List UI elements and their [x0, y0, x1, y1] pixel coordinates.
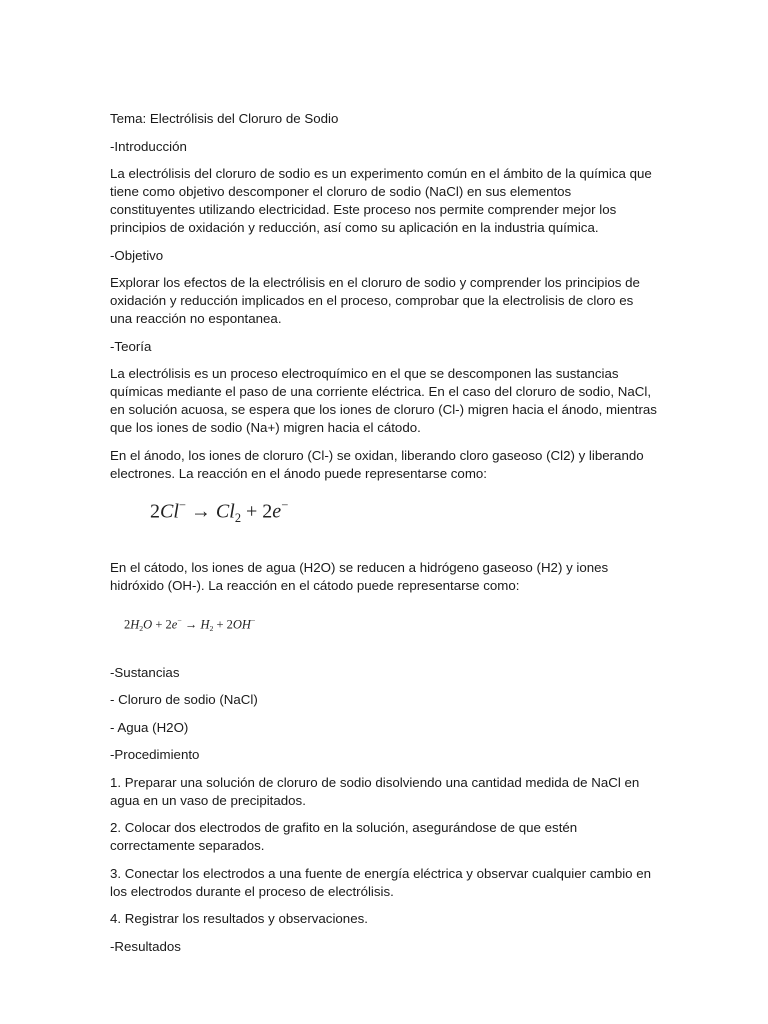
eq1-lhs-charge: −: [178, 497, 186, 512]
document-title: Tema: Electrólisis del Cloruro de Sodio: [110, 111, 339, 126]
eq2-plus-1: +: [155, 616, 163, 631]
cathode-equation: [124, 613, 658, 637]
results-heading: -Resultados: [110, 938, 181, 954]
eq2-r2-charge: −: [177, 615, 182, 625]
eq2-p2-charge: −: [250, 615, 256, 625]
eq2-p2-coef: 2: [226, 616, 233, 631]
eq2-plus-2: +: [216, 616, 224, 631]
procedure-step-4: 4. Registrar los resultados y observaciones.: [110, 911, 368, 927]
intro-paragraph: La electrólisis del cloruro de sodio es un experimento común en el ámbito de la química que tiene como objetivo descomponer el cloruro de sodio (NaCl) en sus elementos constituyentes utilizando electricidad. Este proceso nos permite comprender mejor los principios de oxidación y reducción, así como su aplicación en la industria química.: [110, 166, 652, 235]
objective-paragraph: Explorar los efectos de la electrólisis en el cloruro de sodio y comprender los principios de oxidación y reducción implicados en el proceso, comprobar que la electrolisis de cloro es una reacción no espontanea.: [110, 275, 640, 326]
eq2-r2: e: [171, 616, 178, 631]
eq2-p1-sub: 2: [209, 623, 214, 633]
substance-item-1: - Cloruro de sodio (NaCl): [110, 692, 258, 708]
theory-heading: -Teoría: [110, 338, 152, 354]
eq1-product-2-charge: −: [281, 497, 289, 512]
eq2-arrow: →: [184, 616, 198, 631]
eq2-r1-b: O: [143, 616, 153, 631]
substance-item-2: - Agua (H2O): [110, 719, 189, 735]
theory-paragraph-3: En el cátodo, los iones de agua (H2O) se reducen a hidrógeno gaseoso (H2) y iones hidróxido (OH-). La reacción en el cátodo puede representarse como:: [110, 559, 609, 593]
eq2-r1-a: H: [130, 616, 140, 631]
objective-heading: -Objetivo: [110, 247, 164, 263]
eq1-arrow: →: [190, 500, 211, 523]
document-page: [110, 110, 658, 965]
eq2-p1: H: [200, 616, 210, 631]
eq2-p2: OH: [232, 616, 251, 631]
eq1-product-1-sub: 2: [234, 510, 242, 525]
theory-paragraph-1: La electrólisis es un proceso electroquímico en el que se descomponen las sustancias químicas mediante el paso de una corriente eléctrica. En el caso del cloruro de sodio, NaCl, en solución acuosa, se espera que los iones de cloruro (Cl-) migren hacia el ánodo, mientras que los iones de sodio (Na+) migren hacia el cátodo.: [110, 366, 657, 435]
procedure-step-2: 2. Colocar dos electrodos de grafito en la solución, asegurándose de que estén correctamente separados.: [110, 820, 578, 854]
intro-heading: -Introducción: [110, 138, 187, 154]
procedure-heading: -Procedimiento: [110, 747, 200, 763]
procedure-step-3: 3. Conectar los electrodos a una fuente de energía eléctrica y observar cualquier cambio en los electrodos durante el proceso de electrólisis.: [110, 865, 652, 899]
eq2-r1-coef: 2: [124, 616, 131, 631]
anode-equation: [150, 493, 658, 530]
eq1-lhs-coef: 2: [150, 500, 160, 523]
theory-paragraph-2: En el ánodo, los iones de cloruro (Cl-) se oxidan, liberando cloro gaseoso (Cl2) y liberando electrones. La reacción en el ánodo puede representarse como:: [110, 447, 644, 481]
eq2-r1-a-sub: 2: [139, 623, 144, 633]
eq1-lhs-species: Cl: [160, 500, 179, 523]
procedure-step-1: 1. Preparar una solución de cloruro de sodio disolviendo una cantidad medida de NaCl en agua en un vaso de precipitados.: [110, 774, 640, 808]
eq1-product-2-coef: 2: [262, 500, 273, 523]
eq1-plus: +: [246, 500, 258, 523]
eq1-product-2: e: [272, 500, 282, 523]
substances-heading: -Sustancias: [110, 664, 180, 680]
eq2-r2-coef: 2: [165, 616, 172, 631]
eq1-product-1: Cl: [215, 500, 235, 523]
